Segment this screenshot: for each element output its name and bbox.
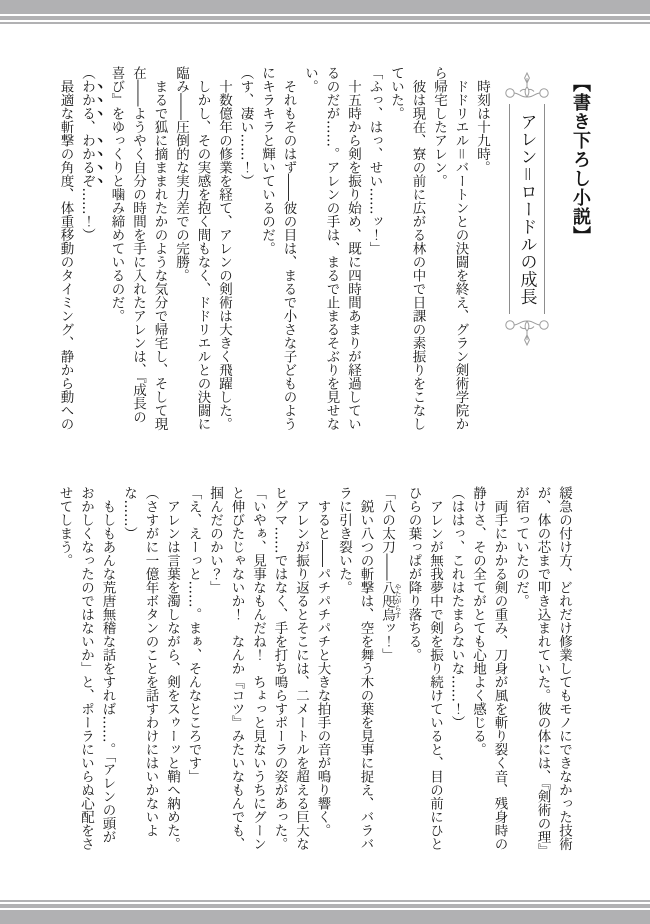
paragraph: 両手にかかる剣の重み、刀身が風を斬り裂く音、残身時の静けさ、その全てがとても心地よく感じる。 bbox=[470, 486, 508, 851]
plain-text: （ bbox=[79, 66, 95, 80]
paragraph: ドドリエル＝バートンとの決闘を終え、グラン剣術学院から帰宅したアレン。 bbox=[431, 66, 469, 431]
paragraph: （ははっ、これはたまらないな……！） bbox=[448, 486, 465, 729]
story-title-box bbox=[504, 70, 550, 348]
paragraph: 「え、えーっと……。まぁ、そんなところです」 bbox=[185, 486, 202, 783]
paragraph: まるで狐に摘ままれたかのような気分で帰宅し、そして現在――ようやく自分の時間を手に入れたアレンは、『成長の喜び』をゆっくりと噛み締めているのだ。 bbox=[108, 66, 168, 431]
paragraph-with-emphasis bbox=[76, 66, 106, 436]
emphasis-text: わかる bbox=[79, 79, 95, 120]
paragraph: 十五時から剣を振り始め、既に四時間あまりが経過しているのだが……。アレンの手は、まるで止まるそぶりを見せない。 bbox=[302, 66, 361, 431]
paragraph: アレンが振り返るとそこには、二メートルを超える巨大なヒグマ……ではなく、手を打ち鳴らすポーラの姿があった。 bbox=[271, 486, 309, 851]
paragraph: 「いやぁ、見事なもんだね！ ちょっと見ないうちにグーンと伸びたじゃないか！ なんか『コツ』みたいなもんでも、掴んだのかい？」 bbox=[207, 486, 266, 851]
ornament-top-icon bbox=[504, 70, 550, 104]
paragraph: アレンが無我夢中で剣を振り続けていると、目の前にひとひらの葉っぱが降り落ちる。 bbox=[405, 486, 443, 851]
paragraph: 時刻は十九時。 bbox=[474, 66, 490, 174]
paragraph: （す、凄い……！） bbox=[237, 66, 254, 188]
furigana-text: やたがらす bbox=[394, 580, 402, 621]
ornament-bottom-icon bbox=[504, 314, 550, 348]
paragraph: アレンは言葉を濁しながら、剣をスゥーッと鞘へ納めた。 bbox=[164, 486, 180, 851]
ruby-annotation bbox=[379, 580, 402, 622]
story-title: アレン＝ロードルの成長 bbox=[516, 112, 537, 306]
section-header-label: 【書き下ろし小説】 bbox=[570, 74, 591, 245]
paragraph: 鋭い八つの斬撃は、空を舞う木の葉を見事に捉え、バラバラに引き裂いた。 bbox=[336, 486, 374, 851]
bottom-bar-thick bbox=[0, 910, 650, 924]
paragraph: しかし、その実感を抱く間もなく、ドドリエルとの決闘に臨み――圧倒的な実力差での完勝。 bbox=[173, 66, 211, 431]
paragraph: 緩急の付け方、どれだけ修業してもモノにできなかった技術が、体の芯まで叩き込まれていた。彼の体には、『剣術の理』が宿っていたのだ。 bbox=[513, 486, 572, 851]
plain-text: 「八の太刀―― bbox=[379, 486, 395, 581]
paragraph: 最適な斬撃の角度、体重移動のタイミング、静から動への bbox=[57, 66, 74, 431]
plain-text: 、 bbox=[79, 120, 95, 134]
paragraph: 「ふっ、はっ、せい……ッ！」 bbox=[366, 66, 383, 255]
top-border-bars bbox=[0, 0, 650, 24]
text-block-bottom bbox=[53, 486, 574, 856]
plain-text: ……！） bbox=[79, 187, 95, 242]
top-bar-thin bbox=[0, 22, 650, 24]
paragraph: 十数億年の修業を経て、アレンの剣術は大きく飛躍した。 bbox=[216, 66, 232, 431]
paragraph: （さすがに一億年ボタンのことを話すわけにはいかないよな……） bbox=[121, 486, 159, 837]
title-box-rules bbox=[509, 104, 545, 314]
paragraph: すると――パチパチパチと大きな拍手の音が鳴り響く。 bbox=[314, 486, 331, 837]
ruby-base-text: 八咫烏 bbox=[379, 580, 395, 621]
paragraph-with-ruby bbox=[376, 486, 403, 856]
plain-text: ッ！」 bbox=[379, 621, 395, 662]
text-block-top bbox=[54, 66, 492, 436]
paragraph: もしもあんな荒唐無稽な話をすれば……。「アレンの頭がおかしくなったのではないか」と、ポーラにいらぬ心配をさせてしまう。 bbox=[56, 486, 116, 851]
bottom-border-bars bbox=[0, 900, 650, 924]
paragraph: それもそのはず――彼の目は、まるで小さな子どものようにキラキラと輝いているのだ。 bbox=[259, 66, 297, 431]
top-bar-thick bbox=[0, 0, 650, 14]
paragraph: 彼は現在、寮の前に広がる林の中で日課の素振りをこなしていた。 bbox=[388, 66, 426, 431]
emphasis-text: わかるぞ bbox=[79, 133, 95, 188]
